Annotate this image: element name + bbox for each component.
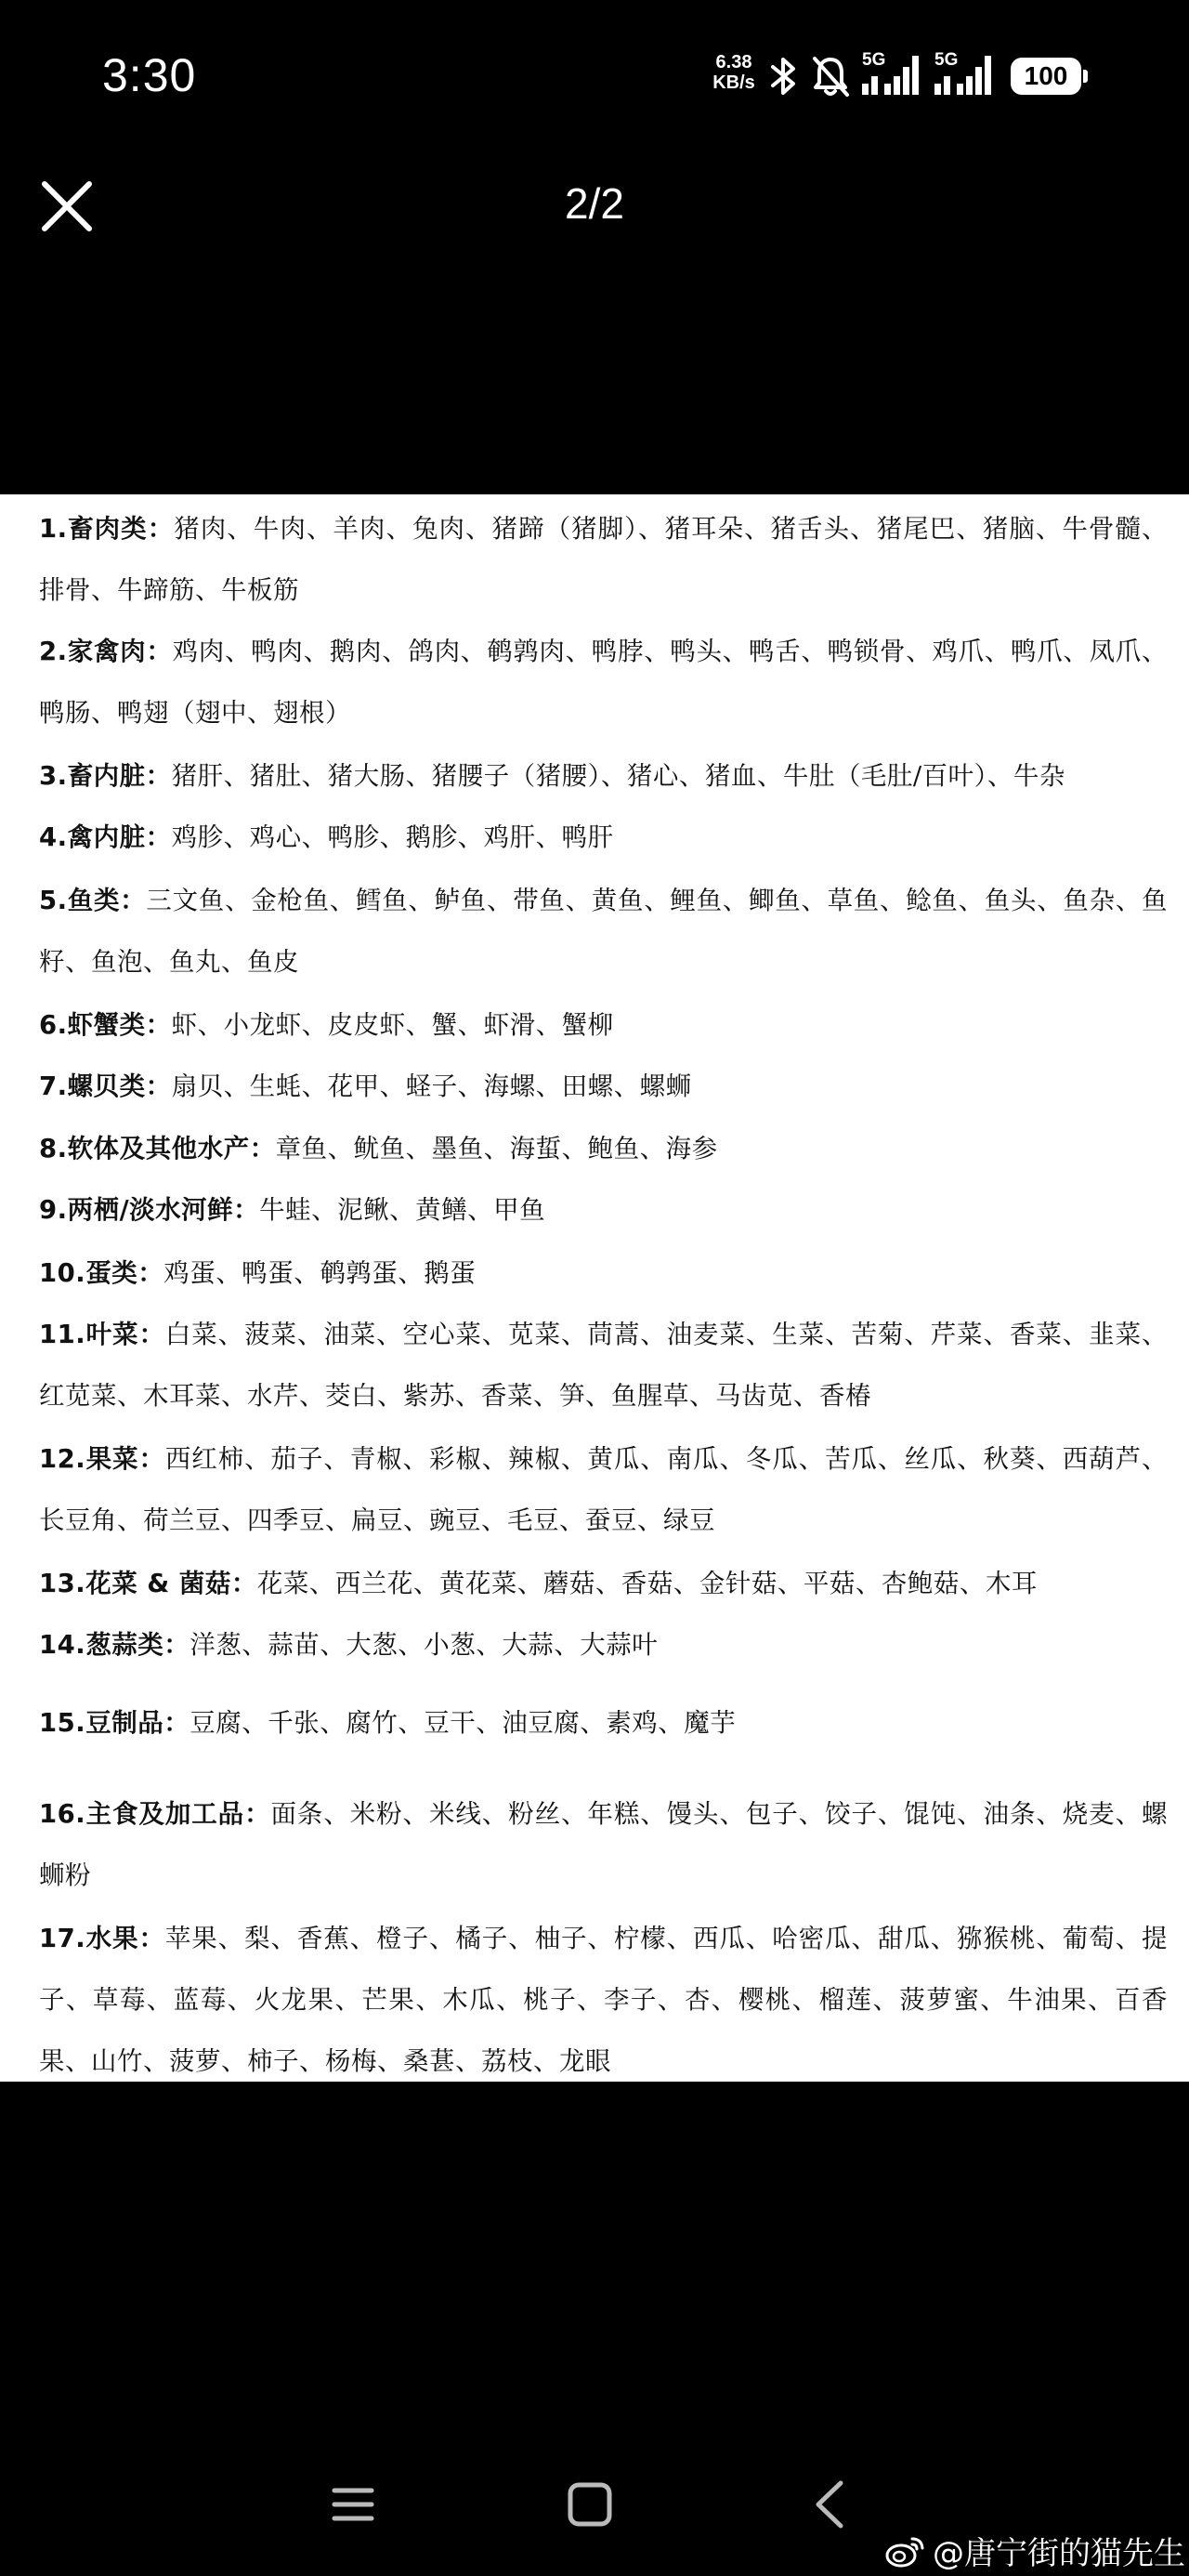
menu-icon	[331, 2486, 375, 2523]
network-speed	[706, 52, 762, 93]
list-item	[39, 1118, 1168, 1179]
list-item	[39, 1783, 1168, 1906]
category-items: 洋葱、蒜苗、大葱、小葱、大蒜、大蒜叶	[189, 1630, 659, 1660]
category-items: 猪肉、牛肉、羊肉、兔肉、猪蹄（猪脚）、猪耳朵、猪舌头、猪尾巴、猪脑、牛骨髓、排骨、牛蹄筋、牛板筋	[39, 514, 1168, 605]
home-square-icon	[567, 2481, 613, 2528]
category-items: 章鱼、鱿鱼、墨鱼、海蜇、鲍鱼、海参	[275, 1134, 718, 1163]
page-indicator: 2/2	[565, 179, 624, 228]
list-item	[39, 1242, 1168, 1304]
list-item	[39, 498, 1168, 621]
list-item	[39, 1179, 1168, 1241]
category-items: 鸡胗、鸡心、鸭胗、鹅胗、鸡肝、鸭肝	[171, 822, 614, 852]
category-items: 花菜、西兰花、黄花菜、蘑菇、香菇、金针菇、平菇、杏鲍菇、木耳	[256, 1569, 1038, 1598]
category-items: 扇贝、生蚝、花甲、蛏子、海螺、田螺、螺蛳	[171, 1071, 692, 1101]
category-label: 8.软体及其他水产：	[39, 1134, 276, 1163]
back-chevron-icon	[813, 2479, 846, 2530]
category-items: 西红柿、茄子、青椒、彩椒、辣椒、黄瓜、南瓜、冬瓜、苦瓜、丝瓜、秋葵、西葫芦、长豆角、荷兰豆、四季豆、扁豆、豌豆、毛豆、蚕豆、绿豆	[39, 1444, 1168, 1535]
category-label: 17.水果：	[39, 1924, 165, 1953]
category-label: 9.两栖/淡水河鲜：	[39, 1195, 260, 1225]
category-items: 猪肝、猪肚、猪大肠、猪腰子（猪腰）、猪心、猪血、牛肚（毛肚/百叶）、牛杂	[171, 761, 1065, 791]
list-item	[39, 994, 1168, 1056]
category-label: 2.家禽肉：	[39, 637, 173, 666]
category-label: 6.虾蟹类：	[39, 1010, 172, 1040]
list-item	[39, 1614, 1168, 1676]
list-item	[39, 1908, 1168, 2092]
category-label: 3.畜内脏：	[39, 761, 172, 791]
list-item	[39, 745, 1168, 807]
category-label: 11.叶菜：	[39, 1320, 165, 1349]
category-items: 豆腐、千张、腐竹、豆干、油豆腐、素鸡、魔芋	[189, 1708, 737, 1738]
category-label: 12.果菜：	[39, 1444, 165, 1474]
network-speed-unit: KB/s	[712, 72, 755, 93]
category-label: 1.畜肉类：	[39, 514, 175, 544]
battery-indicator: 100	[1011, 58, 1081, 95]
document-image[interactable]	[0, 494, 1189, 2082]
category-label: 16.主食及加工品：	[39, 1799, 271, 1829]
category-label: 5.鱼类：	[39, 886, 147, 915]
signal1-label: 5G	[862, 50, 886, 70]
category-label: 10.蛋类：	[39, 1258, 164, 1288]
category-items: 面条、米粉、米线、粉丝、年糕、馒头、包子、饺子、馄饨、油条、烧麦、螺蛳粉	[39, 1799, 1169, 1890]
list-item	[39, 621, 1168, 743]
list-item	[39, 1304, 1168, 1426]
close-icon[interactable]	[37, 177, 97, 236]
status-bar	[0, 0, 1189, 158]
notifications-muted-icon	[810, 54, 851, 99]
status-time: 3:30	[102, 49, 197, 101]
category-items: 虾、小龙虾、皮皮虾、蟹、虾滑、蟹柳	[171, 1010, 614, 1040]
category-items: 苹果、梨、香蕉、橙子、橘子、柚子、柠檬、西瓜、哈密瓜、甜瓜、猕猴桃、葡萄、提子、草莓、蓝莓、火龙果、芒果、木瓜、桃子、李子、杏、樱桃、榴莲、菠萝蜜、牛油果、百香果、山竹、菠萝、柿子、杨梅、桑葚、荔枝、龙眼	[39, 1924, 1168, 2076]
network-speed-value: 6.38	[715, 52, 752, 72]
category-items: 三文鱼、金枪鱼、鳕鱼、鲈鱼、带鱼、黄鱼、鲤鱼、鲫鱼、草鱼、鲶鱼、鱼头、鱼杂、鱼籽、鱼泡、鱼丸、鱼皮	[39, 886, 1168, 977]
category-label: 7.螺贝类：	[39, 1071, 172, 1101]
category-items: 牛蛙、泥鳅、黄鳝、甲鱼	[259, 1195, 546, 1225]
signal-strength-icon	[931, 48, 996, 100]
list-item	[39, 1553, 1168, 1614]
list-item	[39, 807, 1168, 868]
category-items: 鸡肉、鸭肉、鹅肉、鸽肉、鹌鹑肉、鸭脖、鸭头、鸭舌、鸭锁骨、鸡爪、鸭爪、凤爪、鸭肠、鸭翅（翅中、翅根）	[39, 637, 1168, 728]
watermark-text: @唐宁街的猫先生	[933, 2535, 1185, 2572]
list-item	[39, 1692, 1168, 1754]
bluetooth-icon	[767, 54, 801, 99]
recent-apps-button[interactable]	[311, 2463, 395, 2546]
weibo-icon	[884, 2533, 927, 2569]
list-item	[39, 870, 1168, 992]
list-item	[39, 1428, 1168, 1551]
signal2-label: 5G	[934, 50, 959, 70]
back-button[interactable]	[788, 2463, 871, 2546]
category-label: 14.葱蒜类：	[39, 1630, 190, 1660]
category-label: 13.花菜 & 菌菇：	[39, 1569, 257, 1598]
category-items: 白菜、菠菜、油菜、空心菜、苋菜、茼蒿、油麦菜、生菜、苦菊、芹菜、香菜、韭菜、红苋菜、木耳菜、水芹、茭白、紫苏、香菜、笋、鱼腥草、马齿苋、香椿	[39, 1320, 1168, 1411]
category-items: 鸡蛋、鸭蛋、鹌鹑蛋、鹅蛋	[163, 1258, 477, 1288]
category-label: 4.禽内脏：	[39, 822, 172, 852]
category-label: 15.豆制品：	[39, 1708, 190, 1738]
signal-strength-icon	[858, 48, 923, 100]
watermark	[884, 2528, 1185, 2573]
list-item	[39, 1056, 1168, 1117]
home-button[interactable]	[548, 2463, 632, 2546]
